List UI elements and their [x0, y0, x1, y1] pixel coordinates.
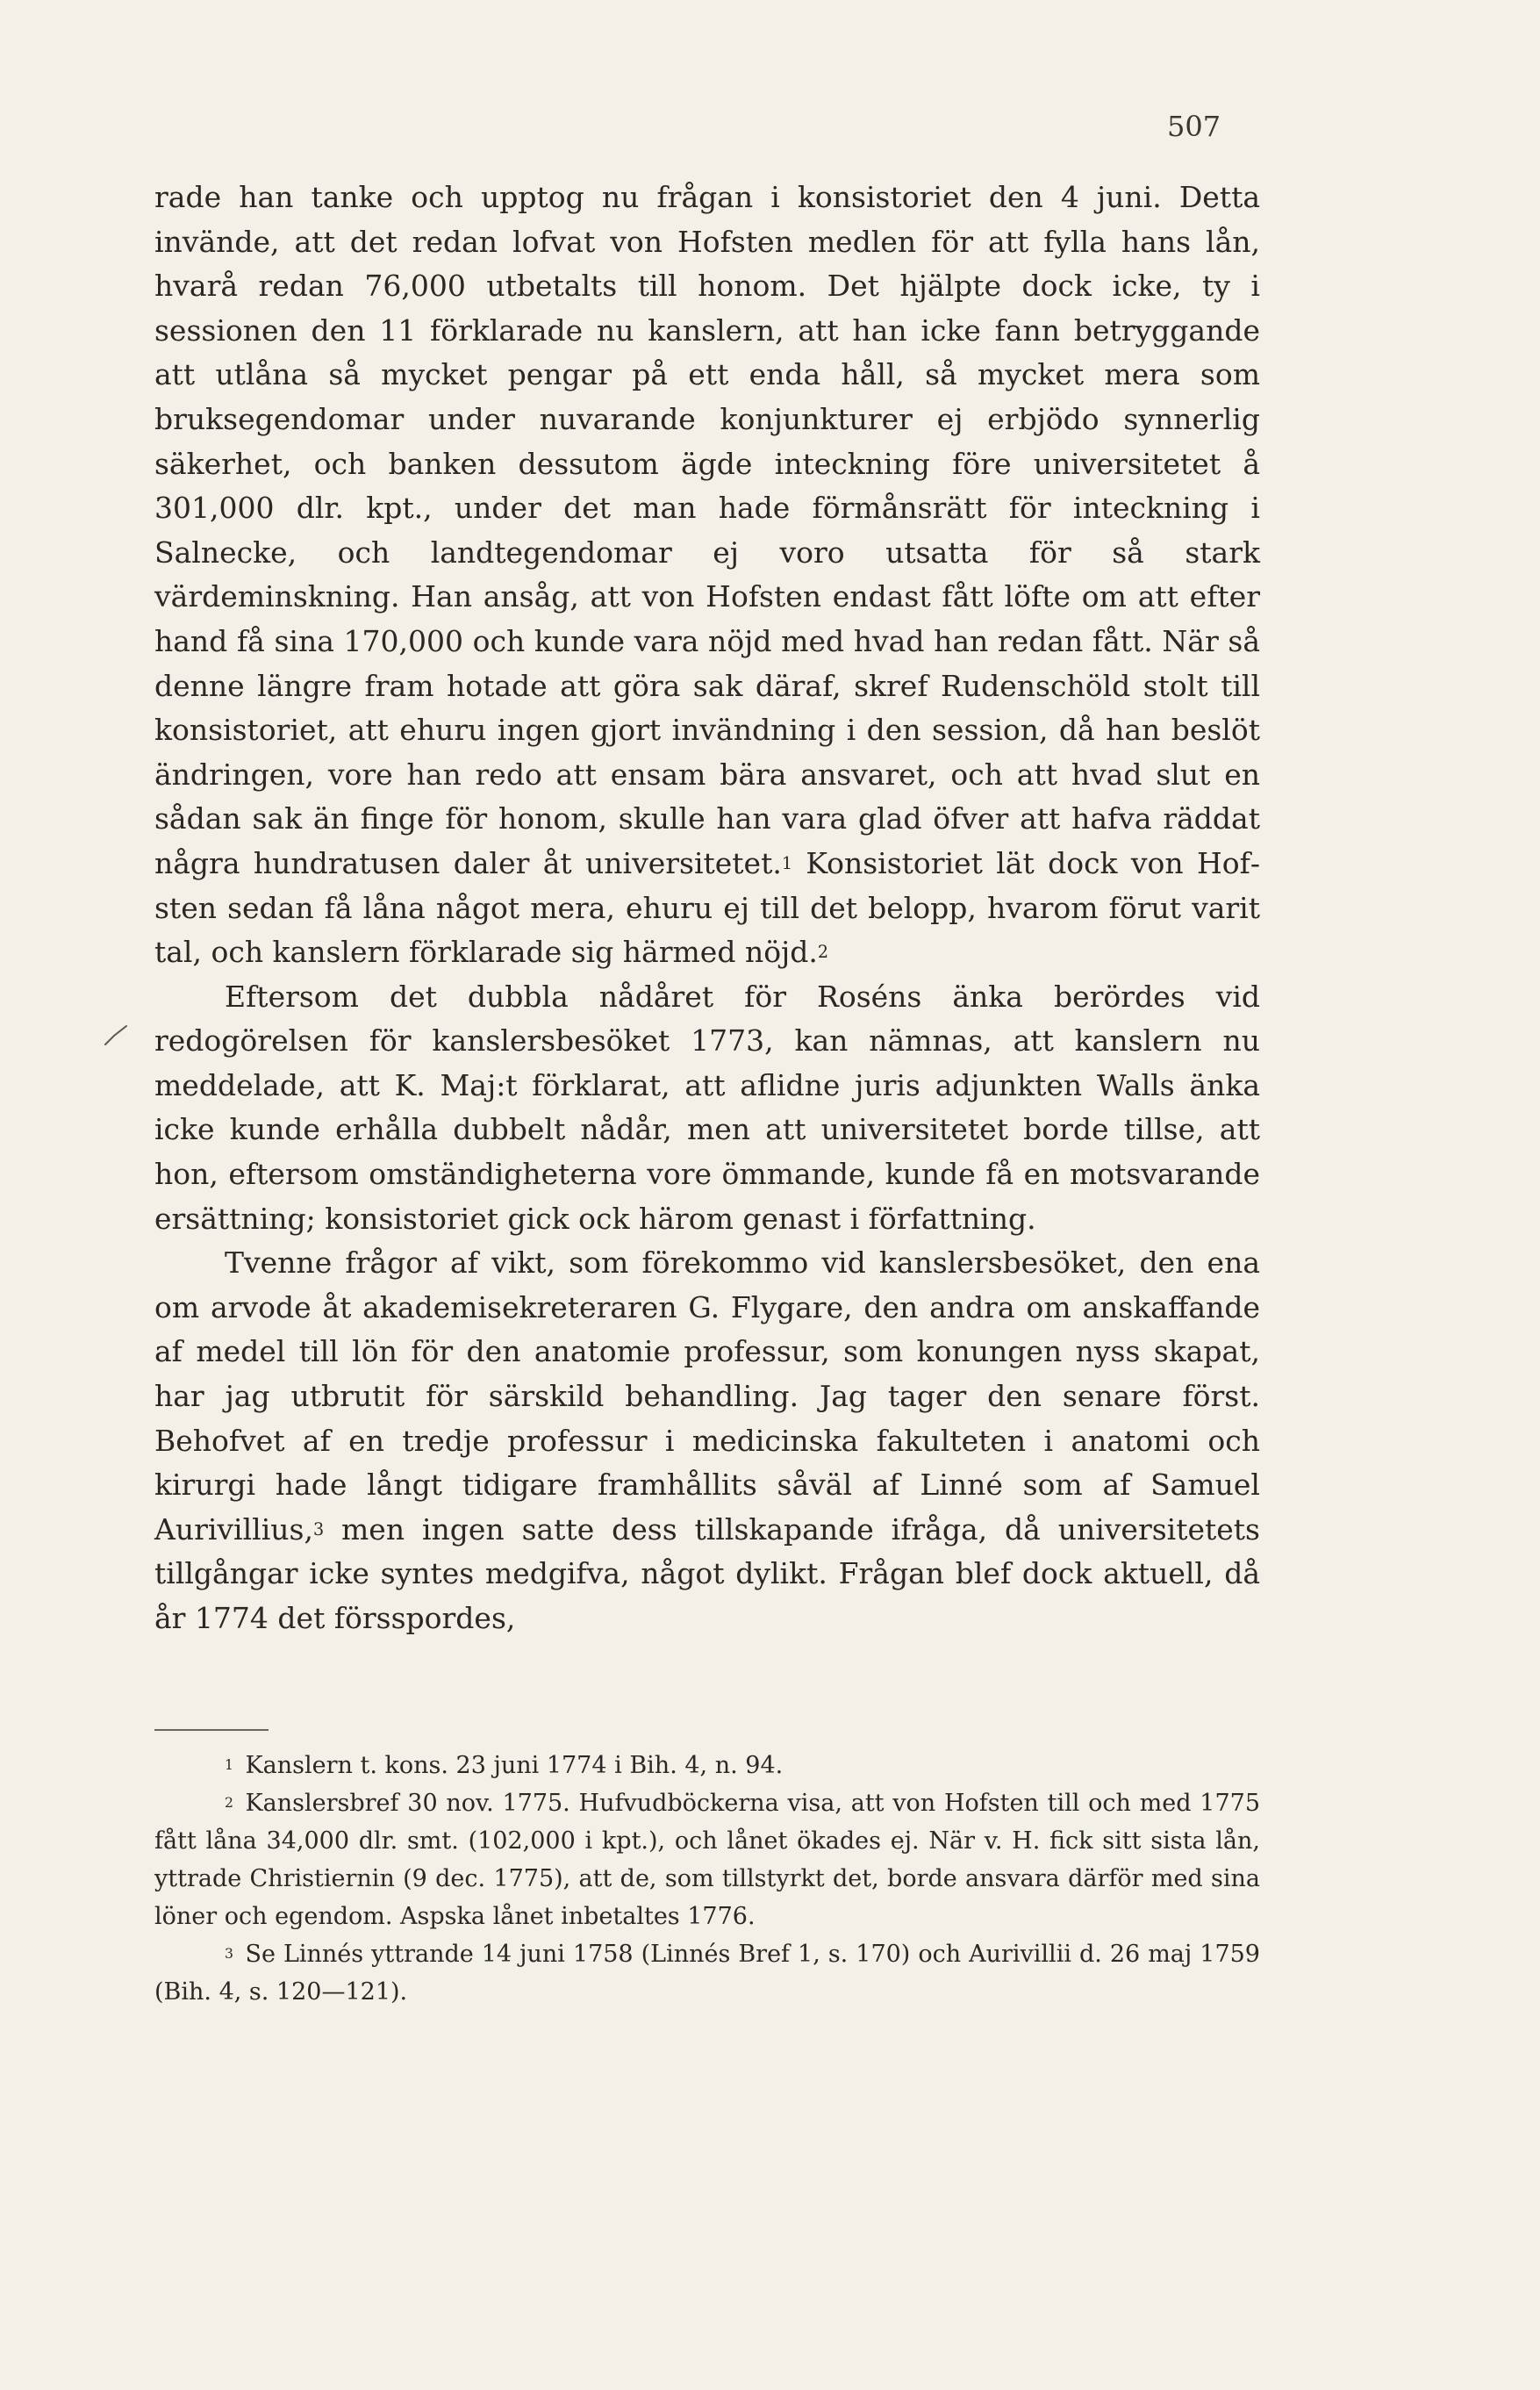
- footnote-text: Kanslersbref 30 nov. 1775. Hufvudböckerna visa, att von Hofsten till och med 1775 fått låna 34,000 dlr. smt. (102,000 i kpt.), och lånet ökades ej. När v. H. fick sitt sista lån, yttrade Christiernin (9 dec. 1775), att de, som tillstyrkt det, borde ansvara därför med sina löner och egendom. Aspska lånet inbetaltes 1776.: [154, 1790, 1260, 1930]
- page-number: 507: [1167, 110, 1221, 143]
- paragraph-text: rade han tanke och upptog nu frågan i konsistoriet den 4 juni. Detta invände, att det redan lofvat von Hofsten medlen för att fylla hans lån, hvarå redan 76,000 utbetalts till honom. Det hjälpte dock icke, ty i sessionen den 11 förklarade nu kanslern, att han icke fann betryggande att utlåna så mycket pengar på ett enda håll, så mycket mera som bruksegendomar under nuvarande konjunkturer ej erbjödo synnerlig säkerhet, och banken dessutom ägde inteckning före universitetet å 301,000 dlr. kpt., under det man hade förmånsrätt för inteckning i Salnecke, och landtegendomar ej voro utsatta för så stark värdeminskning. Han ansåg, att von Hofsten endast fått löfte om att efter hand få sina 170,000 och kunde vara nöjd med hvad han redan fått. När så denne längre fram hotade att göra sak däraf, skref Rudenschöld stolt till konsistoriet, att ehuru ingen gjort invändning i den session, då han beslöt ändringen, vore han redo att ensam bära ansvaret, och att hvad slut en sådan sak än finge för honom, skulle han vara glad öfver att hafva räddat några hundratusen daler åt universitetet.: [154, 180, 1260, 880]
- footnote-reference: 1: [781, 853, 793, 874]
- paragraph-text: men ingen satte dess tillskapande ifråga, då universitetets tillgångar icke syntes medgifva, något dylikt. Frågan blef dock aktuell, då år 1774 det försspordes,: [154, 1511, 1260, 1635]
- body-text: [154, 176, 1260, 1641]
- paragraph-text: Eftersom det dubbla nådåret för Roséns änka berördes vid redogörelsen för kanslersbesöket 1773, kan nämnas, att kanslern nu meddelade, att K. Maj:t förklarat, att aflidne juris adjunkten Walls änka icke kunde erhålla dubbelt nådår, men att universitetet borde tillse, att hon, eftersom omständigheterna vore ömmande, kunde få en motsvarande ersättning; konsistoriet gick ock härom genast i författning.: [154, 979, 1260, 1236]
- footnote: [154, 1935, 1260, 2011]
- footnotes: [154, 1747, 1260, 2011]
- footnote-text: Se Linnés yttrande 14 juni 1758 (Linnés Bref 1, s. 170) och Aurivillii d. 26 maj 1759 (Bih. 4, s. 120—121).: [154, 1941, 1260, 2006]
- paragraph: [154, 176, 1260, 975]
- pencil-mark-icon: [104, 1023, 128, 1046]
- paragraph: [154, 975, 1260, 1242]
- paragraph-text: Konsistoriet lät dock von Hofsten sedan få låna något mera, ehuru ej till det belopp, hvarom förut varit tal, och kanslern förklarade sig härmed nöjd.: [154, 845, 1260, 970]
- footnote-reference: 2: [817, 942, 829, 963]
- footnote-separator: [154, 1729, 269, 1731]
- paragraph-text: Tvenne frågor af vikt, som förekommo vid kanslersbesöket, den ena om arvode åt akademisekreteraren G. Flygare, den andra om anskaffande af medel till lön för den anatomie professur, som konungen nyss skapat, har jag utbrutit för särskild behandling. Jag tager den senare först. Behofvet af en tredje professur i medicinska fakulteten i anatomi och kirurgi hade långt tidigare framhållits såväl af Linné som af Samuel Aurivillius,: [154, 1245, 1260, 1547]
- footnote-marker: 1: [225, 1756, 233, 1774]
- paragraph: [154, 1241, 1260, 1640]
- footnote-reference: 3: [312, 1519, 325, 1540]
- footnote: [154, 1747, 1260, 1784]
- footnote-text: Kanslern t. kons. 23 juni 1774 i Bih. 4, n. 94.: [245, 1752, 784, 1779]
- footnote-marker: 3: [225, 1945, 233, 1963]
- footnote: [154, 1784, 1260, 1935]
- footnote-marker: 2: [225, 1794, 233, 1812]
